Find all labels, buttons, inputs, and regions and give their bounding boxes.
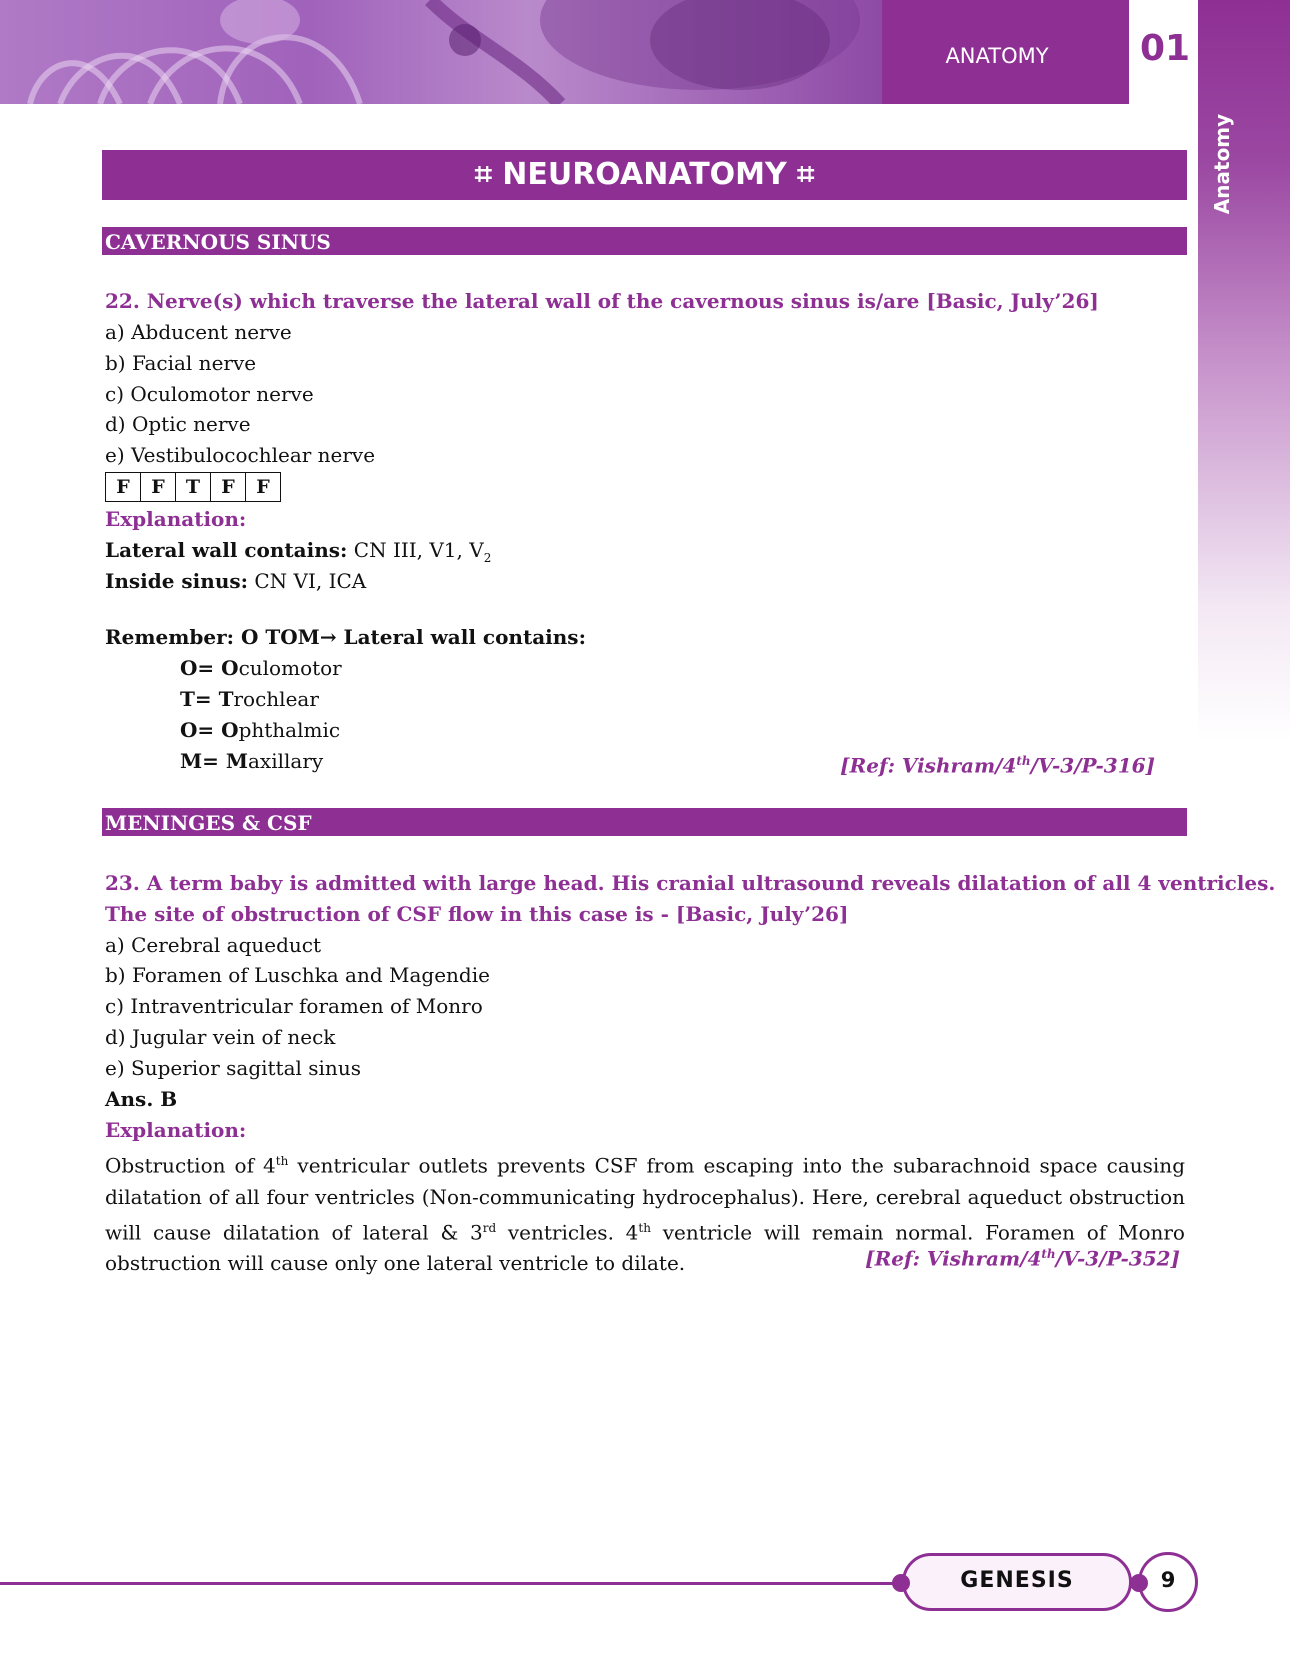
- option-e: e) Vestibulocochlear nerve: [105, 443, 376, 467]
- answer-cell: F: [211, 473, 246, 502]
- mnemonic-line: [180, 686, 319, 712]
- inside-sinus-label: Inside sinus:: [105, 569, 249, 593]
- reference-superscript: th: [1041, 1247, 1056, 1261]
- paragraph-superscript: th: [275, 1154, 289, 1168]
- reference-text: /V-3/P-316]: [1030, 753, 1155, 778]
- lateral-wall-label: Lateral wall contains:: [105, 538, 348, 562]
- mnemonic-key: O=: [180, 656, 222, 680]
- mnemonic-key: T=: [180, 687, 219, 711]
- answer-cell: F: [246, 473, 281, 502]
- reference-text: [Ref: Vishram/4: [840, 753, 1017, 778]
- answer-cell: F: [106, 473, 141, 502]
- inside-sinus-text: CN VI, ICA: [248, 569, 367, 593]
- explanation-line-inside-sinus: [105, 568, 366, 594]
- paragraph-superscript: th: [638, 1220, 651, 1235]
- reference-q22: [840, 748, 1155, 779]
- section-heading-meninges-csf: MENINGES & CSF: [102, 808, 1187, 836]
- explanation-label: Explanation:: [105, 1118, 247, 1142]
- paragraph-text: ventricles. 4: [496, 1220, 639, 1245]
- paragraph-text: ventricular outlets prevents CSF from escaping into the subarachnoid space causing dilatation of all four ventricles (Non-communicating hydrocephalus). Here, cerebral aqueduct obstruction will cause dilatation of lateral & 3: [105, 1153, 1185, 1245]
- skeleton-illustration: [0, 0, 882, 104]
- option-a: a) Cerebral aqueduct: [105, 933, 322, 957]
- question-23-line-2: The site of obstruction of CSF flow in this case is - [Basic, July’26]: [105, 902, 849, 926]
- lateral-wall-text: CN III, V1, V: [347, 538, 484, 562]
- mnemonic-line: [180, 748, 323, 774]
- mnemonic-line: [180, 717, 340, 743]
- remember-line: Remember: O TOM→ Lateral wall contains:: [105, 625, 586, 649]
- answer-table: [105, 472, 281, 502]
- chapter-number: 01: [1140, 28, 1191, 69]
- mnemonic-initial: O: [221, 656, 239, 680]
- reference-text: /V-3/P-352]: [1055, 1246, 1180, 1271]
- explanation-label: Explanation:: [105, 507, 247, 531]
- lateral-wall-subscript: 2: [483, 551, 492, 565]
- reference-text: [Ref: Vishram/4: [865, 1246, 1042, 1271]
- subject-label: ANATOMY: [945, 44, 1049, 68]
- paragraph-superscript: rd: [482, 1220, 497, 1235]
- answer-cell: T: [176, 473, 211, 502]
- explanation-line-lateral-wall: [105, 537, 491, 571]
- option-e: e) Superior sagittal sinus: [105, 1056, 361, 1080]
- mnemonic-rest: rochlear: [233, 687, 319, 711]
- answer-line: Ans. B: [105, 1087, 178, 1111]
- footer-rule: [0, 1582, 902, 1585]
- chapter-title: ⌗ NEUROANATOMY ⌗: [102, 150, 1187, 200]
- option-b: b) Foramen of Luschka and Magendie: [105, 963, 490, 987]
- reference-q23: [865, 1241, 1180, 1272]
- mnemonic-key: M=: [180, 749, 226, 773]
- option-c: c) Oculomotor nerve: [105, 382, 314, 406]
- paragraph-text: Obstruction of 4: [105, 1153, 276, 1178]
- mnemonic-key: O=: [180, 718, 222, 742]
- mnemonic-initial: T: [218, 687, 234, 711]
- mnemonic-initial: O: [221, 718, 239, 742]
- option-b: b) Facial nerve: [105, 351, 257, 375]
- side-tab-label: Anatomy: [1210, 113, 1234, 215]
- footer-brand: GENESIS: [960, 1568, 1074, 1593]
- header-anatomy-image: [0, 0, 882, 104]
- option-c: c) Intraventricular foramen of Monro: [105, 994, 483, 1018]
- mnemonic-initial: M: [225, 749, 248, 773]
- paragraph-text: ventricle will remain normal. Foramen of Monro obstruction will cause only one lateral ventricle to dilate.: [105, 1220, 1185, 1276]
- mnemonic-rest: culomotor: [238, 656, 342, 680]
- option-d: d) Jugular vein of neck: [105, 1025, 336, 1049]
- side-tab: [1198, 112, 1246, 232]
- mnemonic-line: [180, 655, 342, 681]
- mnemonic-rest: axillary: [248, 749, 324, 773]
- question-23-line-1: 23. A term baby is admitted with large head. His cranial ultrasound reveals dilatation of all 4 ventricles.: [105, 871, 1276, 895]
- question-22: 22. Nerve(s) which traverse the lateral wall of the cavernous sinus is/are [Basic, July’26]: [105, 289, 1099, 313]
- option-a: a) Abducent nerve: [105, 320, 292, 344]
- page-number: 9: [1160, 1568, 1176, 1592]
- reference-superscript: th: [1016, 754, 1031, 768]
- mnemonic-rest: phthalmic: [238, 718, 341, 742]
- option-d: d) Optic nerve: [105, 412, 251, 436]
- section-heading-cavernous-sinus: CAVERNOUS SINUS: [102, 227, 1187, 255]
- answer-cell: F: [141, 473, 176, 502]
